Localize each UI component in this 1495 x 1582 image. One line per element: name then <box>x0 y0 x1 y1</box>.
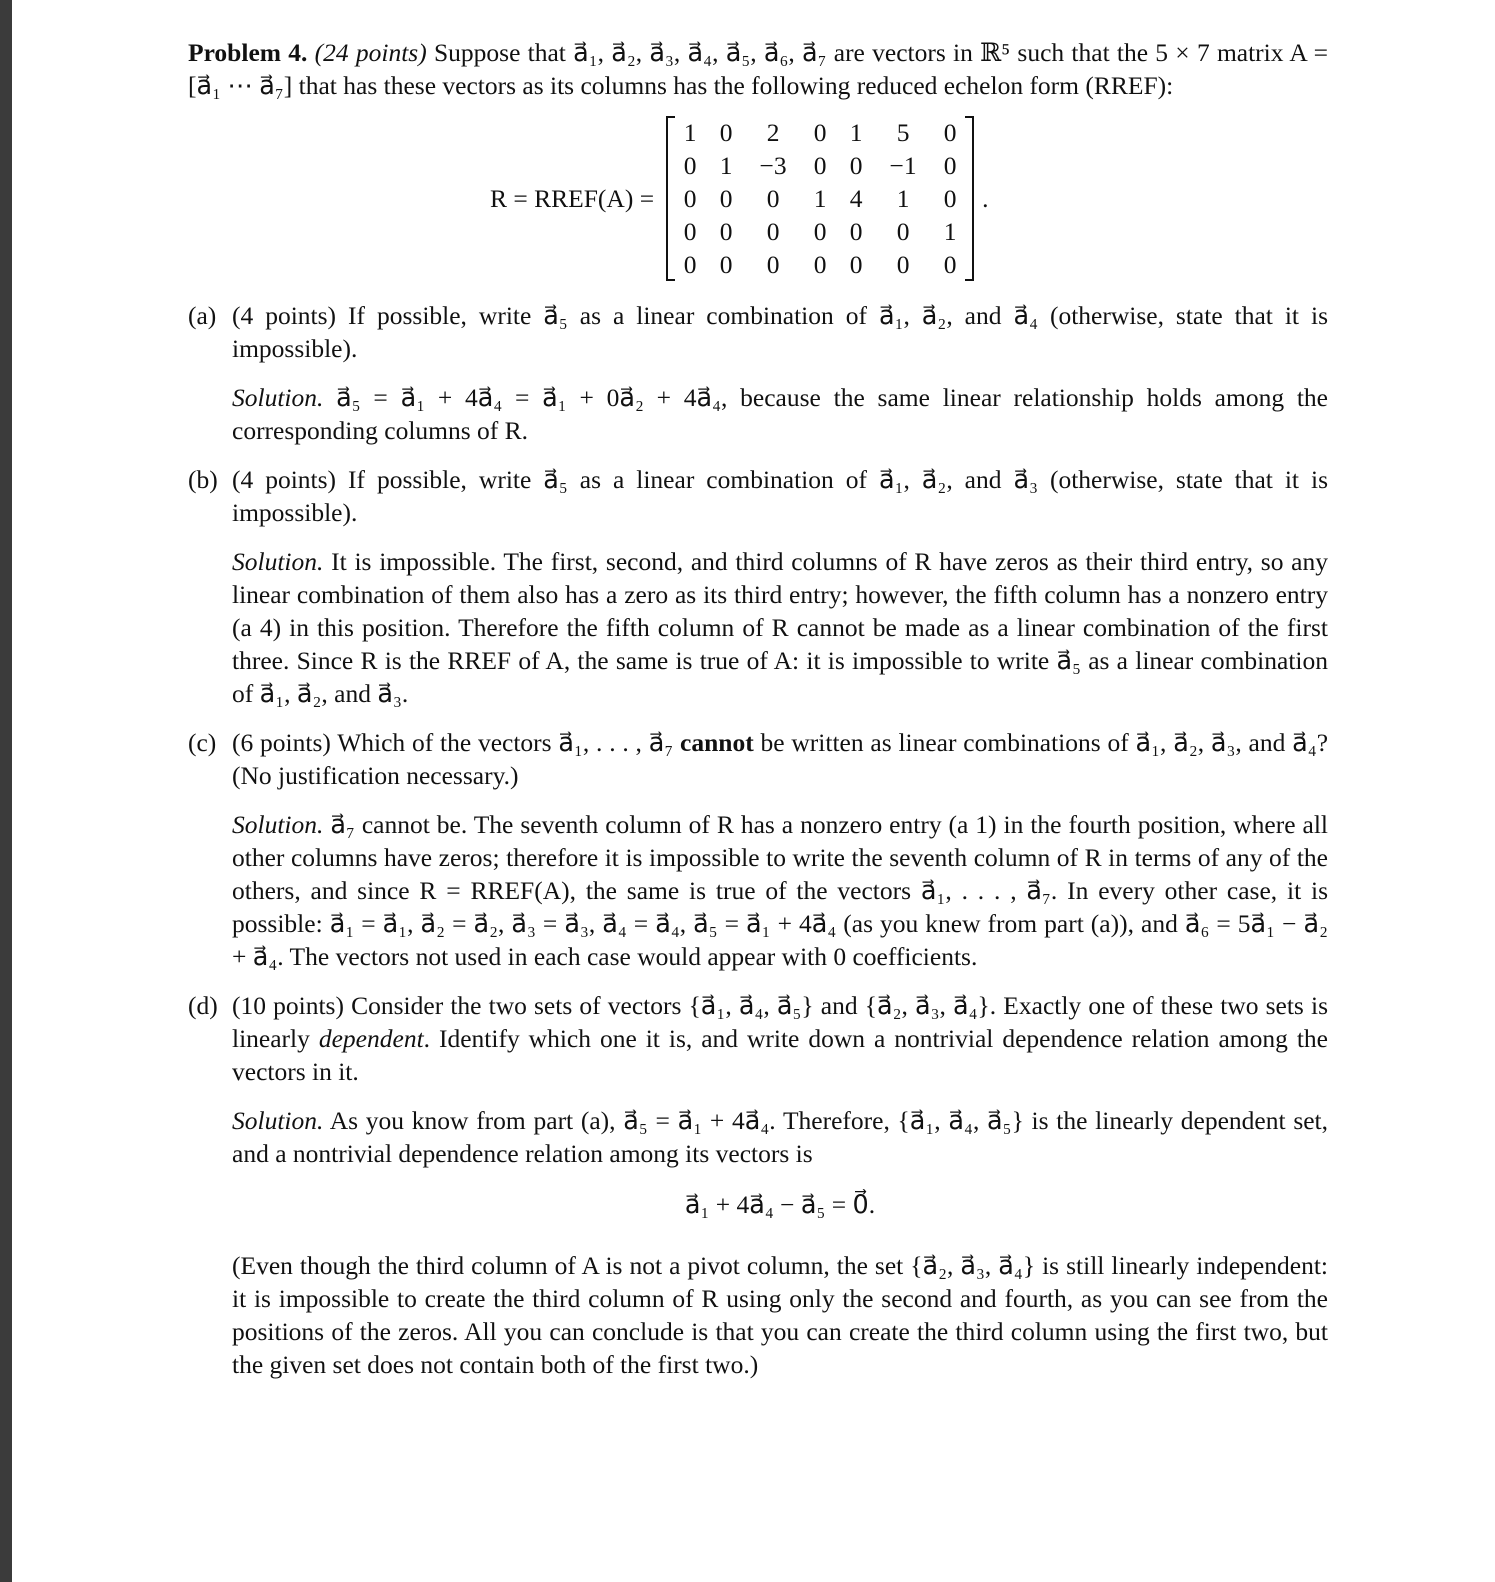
question-text-pre: (10 points) Consider the two sets of vectors {a⃗₁, a⃗₄, a⃗₅} and {a⃗₂, a⃗₃, a⃗₄}. Exactly one of these two sets is linearly <box>232 991 1328 1053</box>
problem-intro-line-1: Suppose that a⃗₁, a⃗₂, a⃗₃, a⃗₄, a⃗₅, a⃗₆, a⃗₇ are vectors in ℝ⁵ such that the 5 × 7 matrix <box>433 38 1284 67</box>
matrix-cell: 0 <box>849 151 863 180</box>
matrix-cell: −3 <box>759 151 787 180</box>
matrix-cell: 0 <box>813 151 827 180</box>
matrix-row <box>672 149 968 182</box>
rref-matrix <box>672 116 968 281</box>
matrix-cell: 1 <box>896 184 910 213</box>
part-body <box>232 463 1328 710</box>
matrix-label: R = RREF(A) = <box>490 184 655 213</box>
question-text-pre: (6 points) Which of the vectors a⃗₁, . . . , a⃗₇ <box>232 728 674 757</box>
matrix-row <box>672 215 968 248</box>
question-text-post: be written as linear combinations of a⃗₁, a⃗₂, a⃗₃, and a⃗₄? (No justification necessary.) <box>232 728 1329 790</box>
solution-label: Solution. <box>232 810 324 839</box>
solution-text: As you know from part (a), a⃗₅ = a⃗₁ + 4a⃗₄. Therefore, {a⃗₁, a⃗₄, a⃗₅} is the linearly dependent set, and a nontrivial dependence relation among its vectors is <box>232 1106 1329 1168</box>
matrix-end-period: . <box>982 184 989 213</box>
matrix-cell: 0 <box>766 250 780 279</box>
matrix-cell: 0 <box>719 118 733 147</box>
matrix-cell: 0 <box>719 184 733 213</box>
matrix-cell: 1 <box>683 118 697 147</box>
matrix-cell: 4 <box>849 184 863 213</box>
part-question <box>232 726 1328 792</box>
matrix-cell: 0 <box>683 151 697 180</box>
part-question: (4 points) If possible, write a⃗₅ as a linear combination of a⃗₁, a⃗₂, and a⃗₃ (otherwise, state that it is impossible). <box>232 465 1328 527</box>
matrix-cell: 0 <box>683 250 697 279</box>
question-text-post: . Identify which one it is, and write down a nontrivial dependence relation among the vectors in it. <box>232 1024 1328 1086</box>
part-solution <box>232 381 1328 447</box>
matrix-cell: 2 <box>766 118 780 147</box>
part-label: (d) <box>188 991 218 1020</box>
solution-label: Solution. <box>232 547 324 576</box>
question-text-bold: cannot <box>680 728 754 757</box>
matrix-cell: 0 <box>849 217 863 246</box>
part-c <box>188 726 1328 973</box>
matrix-cell: −1 <box>889 151 917 180</box>
matrix-bracket <box>666 116 974 281</box>
part-a <box>188 299 1328 447</box>
problem-intro-line-2: A = [a⃗₁ ⋯ a⃗₇] that has these vectors as its columns has the following reduced echelon form (RREF): <box>188 38 1328 100</box>
part-body <box>232 726 1328 973</box>
part-body <box>232 989 1328 1381</box>
question-text-italic: dependent <box>318 1024 424 1053</box>
matrix-cell: 1 <box>813 184 827 213</box>
matrix-cell: 0 <box>683 184 697 213</box>
solution-note: (Even though the third column of A is not a pivot column, the set {a⃗₂, a⃗₃, a⃗₄} is still linearly independent: it is impossible to create the third column of R using only the second and fourth, as you can see from the positions of the zeros. All you can conclude is that you can create the third column using the first two, but the given set does not contain both of the first two.) <box>232 1251 1328 1379</box>
matrix-cell: 1 <box>719 151 733 180</box>
viewer-sidebar-edge <box>0 0 12 1582</box>
matrix-cell: 0 <box>766 217 780 246</box>
matrix-row <box>672 248 968 281</box>
solution-text: a⃗₅ = a⃗₁ + 4a⃗₄ = a⃗₁ + 0a⃗₂ + 4a⃗₄, because the same linear relationship holds among the corresponding columns of R. <box>232 383 1329 445</box>
part-b <box>188 463 1328 710</box>
matrix-cell: 0 <box>943 151 957 180</box>
matrix-cell: 0 <box>896 217 910 246</box>
matrix-cell: 0 <box>896 250 910 279</box>
matrix-cell: 0 <box>719 217 733 246</box>
part-question: (4 points) If possible, write a⃗₅ as a linear combination of a⃗₁, a⃗₂, and a⃗₄ (otherwise, state that it is impossible). <box>232 301 1328 363</box>
part-d <box>188 989 1328 1381</box>
part-label: (a) <box>188 301 217 330</box>
matrix-cell: 0 <box>719 250 733 279</box>
matrix-cell: 0 <box>943 184 957 213</box>
matrix-cell: 0 <box>766 184 780 213</box>
rref-matrix-display <box>188 116 1328 281</box>
part-question <box>232 989 1328 1088</box>
solution-label: Solution. <box>232 1106 324 1135</box>
matrix-row <box>672 182 968 215</box>
part-solution <box>232 1104 1328 1170</box>
part-label: (b) <box>188 465 218 494</box>
matrix-cell: 0 <box>943 250 957 279</box>
matrix-cell: 0 <box>683 217 697 246</box>
matrix-cell: 0 <box>813 217 827 246</box>
matrix-cell: 0 <box>943 118 957 147</box>
dependence-equation: a⃗₁ + 4a⃗₄ − a⃗₅ = 0⃗. <box>684 1190 876 1219</box>
matrix-cell: 5 <box>896 118 910 147</box>
part-label: (c) <box>188 728 217 757</box>
problem-points: (24 points) <box>314 38 427 67</box>
solution-text: a⃗₇ cannot be. The seventh column of R has a nonzero entry (a 1) in the fourth position, where all other columns have zeros; therefore it is impossible to write the seventh column of R in terms of any of the others, and since R = RREF(A), the same is true of the vectors a⃗₁, . . . , a⃗₇. In every other case, it is possible: a⃗₁ = a⃗₁, a⃗₂ = a⃗₂, a⃗₃ = a⃗₃, a⃗₄ = a⃗₄, a⃗₅ = a⃗₁ + 4a⃗₄ (as you knew from part (a)), and a⃗₆ = 5a⃗₁ − a⃗₂ + a⃗₄. The vectors not used in each case would appear with 0 coefficients. <box>232 810 1328 971</box>
matrix-cell: 1 <box>943 217 957 246</box>
solution-text: It is impossible. The first, second, and third columns of R have zeros as their third entry, so any linear combination of them also has a zero as its third entry; however, the fifth column has a nonzero entry (a 4) in this position. Therefore the fifth column of R cannot be made as a linear combination of the first three. Since R is the RREF of A, the same is true of A: it is impossible to write a⃗₅ as a linear combination of a⃗₁, a⃗₂, and a⃗₃. <box>232 547 1329 708</box>
part-body <box>232 299 1328 447</box>
matrix-cell: 0 <box>849 250 863 279</box>
problem-label: Problem 4. <box>188 38 308 67</box>
document-page <box>188 36 1328 1381</box>
matrix-cell: 0 <box>813 250 827 279</box>
matrix-cell: 0 <box>813 118 827 147</box>
part-solution <box>232 545 1328 710</box>
matrix-row <box>672 116 968 149</box>
solution-label: Solution. <box>232 383 324 412</box>
matrix-cell: 1 <box>849 118 863 147</box>
problem-intro <box>188 36 1328 102</box>
part-solution <box>232 808 1328 973</box>
